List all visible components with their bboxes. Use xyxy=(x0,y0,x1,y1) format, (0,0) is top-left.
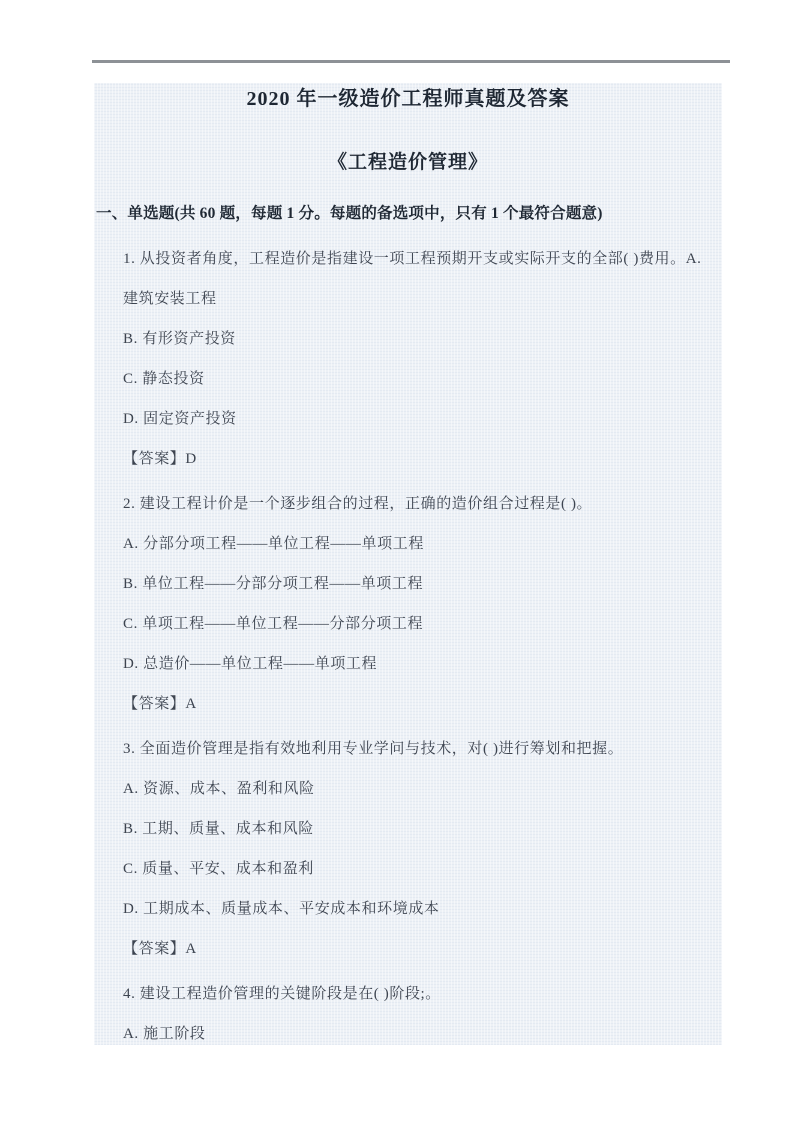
option-line: B. 单位工程——分部分项工程——单项工程 xyxy=(123,576,424,592)
question-text: 2. 建设工程计价是一个逐步组合的过程，正确的造价组合过程是( )。 xyxy=(123,496,593,512)
option-line: C. 质量、平安、成本和盈利 xyxy=(123,861,314,877)
document-scan-area xyxy=(94,83,722,1045)
option-line: D. 工期成本、质量成本、平安成本和环境成本 xyxy=(123,901,440,917)
option-line: C. 静态投资 xyxy=(123,371,205,387)
option-line: A. 施工阶段 xyxy=(123,1026,206,1042)
section-header: 一、单选题(共 60 题，每题 1 分。每题的备选项中，只有 1 个最符合题意) xyxy=(96,205,603,222)
option-line: D. 固定资产投资 xyxy=(123,411,237,427)
option-line: C. 单项工程——单位工程——分部分项工程 xyxy=(123,616,424,632)
question-text: 1. 从投资者角度，工程造价是指建设一项工程预期开支或实际开支的全部( )费用。A. xyxy=(123,251,702,267)
option-line: B. 有形资产投资 xyxy=(123,331,236,347)
header-rule xyxy=(92,60,730,63)
option-line: B. 工期、质量、成本和风险 xyxy=(123,821,314,837)
option-line: A. 分部分项工程——单位工程——单项工程 xyxy=(123,536,424,552)
option-line: 建筑安装工程 xyxy=(123,291,217,307)
option-line: D. 总造价——单位工程——单项工程 xyxy=(123,656,378,672)
question-block-4 xyxy=(94,964,722,1044)
document-subtitle: 《工程造价管理》 xyxy=(327,152,488,173)
answer-line: 【答案】D xyxy=(123,451,197,467)
option-line: A. 资源、成本、盈利和风险 xyxy=(123,781,315,797)
question-block-1 xyxy=(94,229,722,469)
question-text: 3. 全面造价管理是指有效地利用专业学问与技术，对( )进行筹划和把握。 xyxy=(123,741,624,757)
document-title: 2020 年一级造价工程师真题及答案 xyxy=(246,88,570,110)
question-block-3 xyxy=(94,719,722,959)
answer-line: 【答案】A xyxy=(123,941,197,957)
question-block-2 xyxy=(94,474,722,714)
answer-line: 【答案】A xyxy=(123,696,197,712)
question-text: 4. 建设工程造价管理的关键阶段是在( )阶段;。 xyxy=(123,986,441,1002)
